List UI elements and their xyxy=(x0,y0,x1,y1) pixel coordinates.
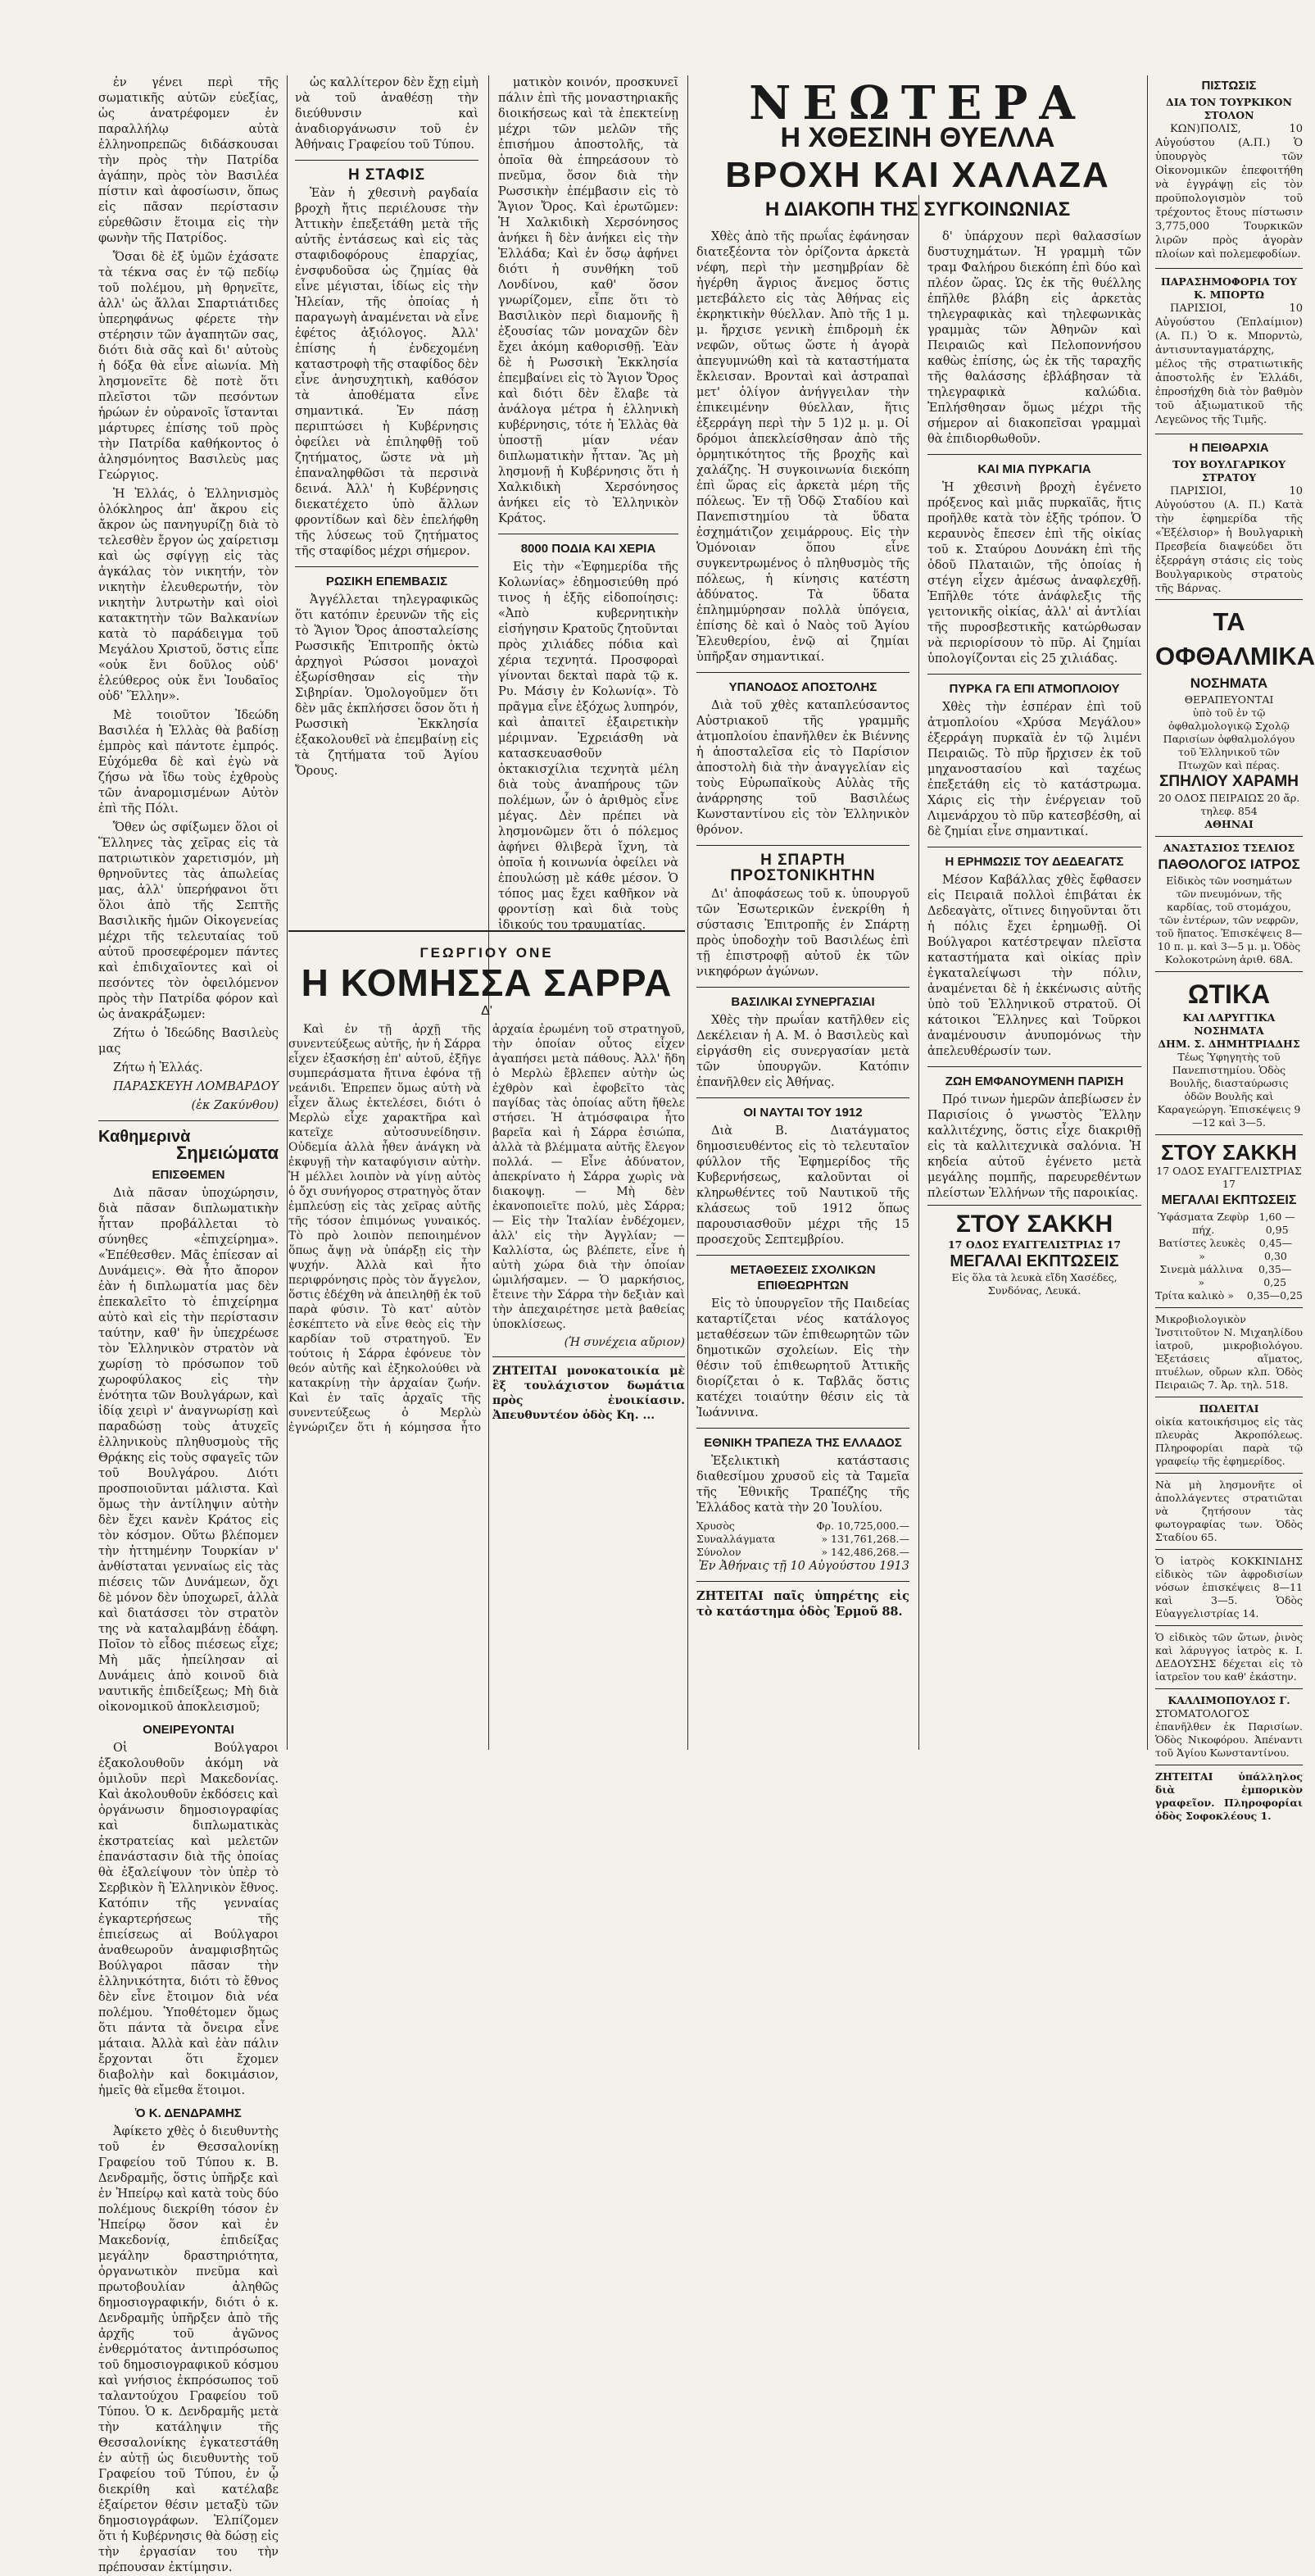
divider xyxy=(927,674,1141,675)
bank-row-value: » 131,761,268.— xyxy=(821,1533,909,1545)
ad-text: οἰκία κατοικήσιμος εἰς τὰς πλευρὰς Ἀκροπόλεως. Πληροφορίαι παρὰ τῷ γραφείῳ τῆς ἐφημερίδος. xyxy=(1155,1415,1303,1467)
ad-text: Νὰ μὴ λησμονῆτε οἱ ἀπολλάγεντες στρατιῶται νὰ ζητήσουν τὰς φωτογραφίας των. Ὁδὸς Σταδίου 65. xyxy=(1155,1479,1303,1543)
serial-body xyxy=(288,1022,685,1435)
divider xyxy=(696,1428,909,1429)
section-text: Χθὲς τὴν ἑσπέραν ἐπὶ τοῦ ἀτμοπλοίου «Χρύσα Μεγάλου» ἐξερράγη πυρκαϊὰ ἐν τῷ λιμένι Πειραιῶς. Τὸ πῦρ ἤρχισεν ἐκ τοῦ μηχανοστασίου καὶ ταχέως ἐπεξετάθη εἰς τὸ κατάστρωμα. Χάρις εἰς τὴν ἐνέργειαν τοῦ Λιμενάρχου τὸ πῦρ κατεσβέσθη, αἱ δὲ ζημίαι εἶνε σημαντικαί. xyxy=(927,701,1141,838)
divider xyxy=(696,1097,909,1098)
section-text: ΠΑΡΙΣΙΟΙ, 10 Αὐγούστου (Α. Π.) Κατὰ τὴν ἐφημερίδα τῆς «Ἐξέλσιορ» ἡ Βουλγαρικὴ Πρεσβεία διαψεύδει ὅτι ἐξερράγη στάσις εἰς τοὺς Βουλγαρικοὺς στρατοὺς τῆς Βάρνας. xyxy=(1155,485,1303,595)
article-paragraph: Χθὲς ἀπὸ τῆς πρωΐας ἐφάνησαν διατεξέοντα τὸν ὁρίζοντα ἀρκετὰ νέφη, περὶ τὴν μεσημβρίαν δὲ ἠγέρθη ἄγριος ἄνεμος ὅστις μετεβάλετο εἰς τὰς Ἀθήνας εἰς ἐκρηκτικὴν θύελλαν. Ἀπὸ τῆς 1 μ. μ. ἤρχισε γενικὴ ἐπιδρομὴ ἐκ νεφῶν, οὕτως ὥστε ἡ ἀγορὰ ἀπεγυμνώθη καὶ τὰ καταστήματα ἔκλεισαν. Βρονταὶ καὶ ἀστραπαὶ μετ' ὀλίγον ἀνήγγειλαν τὴν ἐπικειμένην θύελλαν, ἥτις ἐξερράγη περὶ τὴν 5 1)2 μ. μ. Οἱ δρόμοι ἀπεκλείσθησαν ἀπὸ τῆς ὁρμητικότητος τῆς βροχῆς καὶ χαλάζης. Ἡ συγκοινωνία διεκόπη ἐπὶ ὥρας εἰς ἀρκετὰ μέρη τῆς πόλεως. Ἐν τῇ Ὁδῷ Σταδίου καὶ Πανεπιστημίου τὰ ὕδατα ἐσχημάτιζον χειμάρρους. Εἰς τὴν Ὁμόνοιαν ὅπου εἶνε συγκεντρωμένος ὁ πληθυσμὸς τῆς πόλεως, ἡ κίνησις κατέστη ἀδύνατος. Τὰ ὕδατα ἐπλημμύρησαν πολλὰ ὑπόγεια, ἐπίσης δὲ καὶ ὁ Ναὸς τοῦ Ἁγίου Ἐλευθερίου, ἐνῷ αἱ ζημίαι ὑπῆρξαν σημαντικαί. xyxy=(696,230,909,664)
advertisement-ent xyxy=(1155,971,1303,1134)
section-heading: Η ΣΠΑΡΤΗ ΠΡΟΣΤΟΝΙΚΗΤΗΝ xyxy=(730,852,876,884)
section-text: Ἀφίκετο χθὲς ὁ διευθυντὴς τοῦ ἐν Θεσσαλονίκῃ Γραφείου τοῦ Τύπου κ. Β. Δενδραμῆς, ὅστις ὑπῆρξε καὶ ἐν Ἠπείρῳ καὶ κατὰ τοὺς δύο πολέμους διεκρίθη τόσον ἐν Ἠπείρῳ ὅσον καὶ ἐν Μακεδονίᾳ, ἐπιδείξας μεγάλην δραστηριότητα, ὀργανωτικὸν πνεῦμα καὶ πρωτοβουλίαν ἀληθῶς δημοσιογραφικήν, διότι ὁ κ. Δενδραμῆς ὑπῆρξεν ἀπὸ τῆς ἀρχῆς τοῦ ἀγῶνος ἐνθερμότατος ἀντιπρόσωπος τοῦ δημοσιογραφικοῦ κόσμου καὶ γνήσιος ἐκπρόσωπος τοῦ ταλαντούχου Γραφείου τοῦ Τύπου. Ὁ κ. Δενδραμῆς μετὰ τὴν κατάληψιν τῆς Θεσσαλονίκης ἐγκατεστάθη ἐν αὐτῇ ὡς διευθυντὴς τοῦ Γραφείου τοῦ Τύπου, ἐν ᾧ διεκρίθη καὶ κατέλαβε ἐξαίρετον θέσιν μεταξὺ τῶν δημοσιογράφων. Ἐλπίζομεν ὅτι ἡ Κυβέρνησις θὰ δώσῃ εἰς τὴν ἐργασίαν του τὴν πρέπουσαν ἐκτίμησιν. xyxy=(98,2125,279,2574)
article-paragraph: Ζήτω ἡ Ἑλλάς. xyxy=(113,1061,203,1074)
price-value: 0,35—0,25 xyxy=(1258,1263,1292,1288)
section-text: Διὰ τοῦ χθὲς καταπλεύσαντος Αὐστριακοῦ τῆς γραμμῆς ἀτμοπλοίου ἐπανῆλθεν ἐκ Βιέννης ἡ ἀποσταλεῖσα εἰς τὸ Παρίσιον ἀποστολὴ διὰ τὴν ἀναγγελίαν εἰς τοὺς Εὐρωπαϊκοὺς Αὐλὰς τῆς ἀνάρρησης τοῦ Βασιλέως Κωνσταντίνου εἰς τὸν Ἑλληνικὸν θρόνον. xyxy=(696,699,909,837)
bank-row-value: Φρ. 10,725,000.— xyxy=(816,1520,909,1532)
section-heading: ΒΑΣΙΛΙΚΑΙ ΣΥΝΕΡΓΑΣΙΑΙ xyxy=(731,995,875,1009)
divider xyxy=(927,454,1141,455)
divider xyxy=(696,845,909,846)
bank-date: Ἐν Ἀθήναις τῇ 10 Αὐγούστου 1913 xyxy=(698,1560,909,1573)
ad-text: Ὁ ἰατρὸς ΚΟΚΚΙΝΙΔΗΣ εἰδικὸς τῶν ἀφροδισίων νόσων ἐπισκέψεις 8—11 καὶ 3—5. Ὁδὸς Εὐαγγελιστρίας 14. xyxy=(1155,1555,1303,1620)
ad-subheadline: ΝΟΣΗΜΑΤΑ xyxy=(1190,675,1268,691)
advertisement-doctor xyxy=(1155,836,1303,971)
section-text: Οἱ Βούλγαροι ἐξακολουθοῦν ἀκόμη νὰ ὁμιλοῦν περὶ Μακεδονίας. Καὶ ἀκολουθοῦν ἐκδόσεις καὶ ὀργάνωσιν δημοσιογραφίας καὶ διπλωματικὰς ἐκστρατείας καὶ μελετῶν ἐπανάστασιν διὰ τῆς ὁποίας θὰ ἐξαλείψουν τὸν ὑπὲρ τὸ Σερβικὸν ἢ Ἑλληνικὸν ἔθνος. Κατόπιν τῆς γενναίας ἐγκαρτερήσεως τῆς ἐπιείσεως αἱ Βούλγαροι ἀναθεωροῦν ἀναμφισβητῶς Βούλγαροι πᾶσαν τὴν ἑλληνικότητα, διότι τὸ ἔθνος δὲν εἶνε ἔτοιμον διὰ νέα πολέμου. Ὑποθέτομεν ὅμως ὅτι πάντα τὰ ὄνειρα εἶνε μάταια. Ἀλλὰ καὶ ἐὰν πάλιν ἔρχονται ὅτι ἔχομεν διαβολὴν καὶ δοκιμάσιον, ἡμεῖς θὰ εἴμεθα ἕτοιμοι. xyxy=(98,1742,279,2097)
ad-text: Μικροβιολογικὸν Ἰνστιτοῦτον Ν. Μιχαηλίδου ἰατροῦ, μικροβιολόγου. Ἐξετάσεις αἵματος, πτυέλων, οὔρων κλπ. Ὁδὸς Πειραιῶς 7. Ἀρ. τηλ. 518. xyxy=(1155,1313,1303,1391)
ad-address: 17 ΟΔΟΣ ΕΥΑΓΓΕΛΙΣΤΡΙΑΣ 17 xyxy=(1156,1165,1302,1190)
divider xyxy=(98,1120,279,1121)
ad-address: 20 ΟΔΟΣ ΠΕΙΡΑΙΩΣ 20 ἄρ. τηλεφ. 854 xyxy=(1158,792,1300,817)
section-heading: Η ΣΤΑΦΙΣ xyxy=(347,166,426,184)
price-item: Σινεμὰ μάλλινα » xyxy=(1159,1263,1244,1288)
advertisement-wanted xyxy=(1155,1765,1303,1828)
price-value: 0,45—0,30 xyxy=(1258,1237,1293,1262)
column-1 xyxy=(92,75,285,2574)
ad-headline: ΠΩΛΕΙΤΑΙ xyxy=(1199,1402,1259,1415)
column-4 xyxy=(690,229,916,1755)
advertisement-soldiers xyxy=(1155,1473,1303,1549)
section-heading: ΠΙΣΤΩΣΙΣ xyxy=(1201,79,1257,93)
serial-author: ΓΕΩΡΓΙΟΥ ΟΝΕ xyxy=(419,945,554,961)
bank-row xyxy=(696,1533,909,1546)
article-paragraph: Ἡ Ἑλλάς, ὁ Ἑλληνισμὸς ὁλόκληρος ἀπ' ἄκρου εἰς ἄκρον ὡς πανηγυρίζῃ διὰ τὸ τελεσθὲν ἔργον ὡς χαίρετισμ καὶ ὡς σφίγγῃ εἰς τὰς ἀγκάλας τὸν νικητήν, τὸν νικητὴν ἐλευθερωτήν, τὸν νικητὴν λυτρωτὴν καὶ οἱοὶ κατακτητὴν τῶν Βαλκανίων κατὰ τὸ παράδειγμα τοῦ Μεγάλου Χριστοῦ, ὅστις εἶπε «οὐκ ἔνι δοῦλος οὐδ' ἐλεύθερος οὐκ ἔνι Ἰουδαῖος οὐδ' Ἕλλην». xyxy=(98,488,279,703)
serial-novel xyxy=(288,930,685,1755)
ad-subheadline: ΚΑΙ ΛΑΡΥΓΓΙΚΑ ΝΟΣΗΜΑΤΑ xyxy=(1182,1011,1276,1037)
ad-city: ΑΘΗΝΑΙ xyxy=(1204,818,1254,830)
section-heading: Η ΕΡΗΜΩΣΙΣ ΤΟΥ ΔΕΔΕΑΓΑΤΣ xyxy=(945,855,1124,869)
serial-text: Καὶ ἐν τῇ ἀρχῇ τῆς συνεντεύξεως αὐτῆς, ἡν ἡ Σάρρα εἶχεν ἐξασκήσῃ ἐπ' αὐτοῦ, ἐξῆγε συμπεράσματα ἤτινα ἐφόνα τῇ νεάνιδι. Ἐπρεπεν ὅμως αὐτὴ νὰ εἶχεν ἄλως ἐκτελέσει, διότι ὁ Μερλὼ εἶχε χαρακτῆρα καὶ κατεῖχε αὐτοσυνείδησιν. Οὐδεμία ἀλλὰ ἦθεν ἀνάγκη νὰ ἐκφυγῇ τὴν καταφύγισιν αὐτὴν. Ἡ μέλλει λοιπὸν νὰ γίνῃ αὐτὸς ὁ ὄχι συνήγορος στρατηγὸς ὅταν ἐμπλεύσῃ εἰς τὰς χεῖρας αὐτῆς τῆς τόσον ἐπιμόνως γυναικός. Τὸ πρὸ λοιπὸν πεποιημένον ὅπως ἄψῃ νὰ ὑπάρξῃ εἰς τὴν ψυχήν. Ἀλλὰ καὶ ἦτο περιφρόνησις πρὸς τὸν ἄγγελον, ὅστις ἐδέχθη νὰ ἀπειληθῇ ἐκ τοῦ παρὰ φύσιν. Τὸ κατ' αὐτὸν ἐσκέπτετο νὰ εἶνε θεὸς εἰς τὴν καρδίαν τοῦ στρατηγοῦ. Ἐν τούτοις ἡ Σάρρα ἐφόνευε τὸν θεόν αὐτῆς καὶ ἐξηκολούθει νὰ κατακρίνῃ τὴν ἀρχαίαν ζωήν. Καὶ ἐν ταῖς ἀρχαῖς τῆς συνεντεύξεως ὁ Μερλὼ ἐγνώριζεν ὅτι ἡ κόμησσα ἦτο ἀρχαία ἐρωμένη τοῦ στρατηγοῦ, τὴν ὁποίαν οὗτος εἶχεν ἀγαπήσει μετὰ πάθους. Ἀλλ' ἤδη ὁ Μερλὼ ἔβλεπεν αὐτὴν ὡς ἐχθρὸν καὶ ἐφοβεῖτο τὰς παγίδας τὰς ὁποίας αὕτη ἤθελε στήσει. Ἡ ἀτμόσφαιρα ἦτο βαρεῖα καὶ ἡ Σάρρα ἐσιώπα, ἀλλὰ τὰ βλέμματα αὐτῆς ἔλεγον πολλά. — Εἶνε ἀδύνατον, ἀπεκρίνατο ἡ Σάρρα χωρὶς νὰ διακοψῃ. — Μὴ δὲν ἐκανοποιεῖτε πολύ, μὲς Σάρρα; — Εἰς τὴν Ἰταλίαν ἐνδέχομεν, ἀλλ' εἰς τὴν Ἀγγλίαν; — Καλλίστα, ὡς βλέπετε, εἶνε ἡ αὐτὴ χώρα διὰ τὴν ὁποίαν ὡμιλήσαμεν. — Ὁ μαρκήσιος, ἔτεινε τὴν Σάρρα τὴν δεξιὰν καὶ τὴν ἀπεχαιρέτησε μετὰ βαθείας ὑποκλίσεως. xyxy=(288,1023,685,1434)
bank-row xyxy=(696,1520,909,1533)
section-text: Χθὲς τὴν πρωΐαν κατῆλθεν εἰς Δεκέλειαν ἡ Α. Μ. ὁ Βασιλεὺς καὶ εἰργάσθη εἰς συνεργασίαν μετὰ τῶν ὑπουργῶν. Κατόπιν ἐπανῆλθεν εἰς Ἀθήνας. xyxy=(696,1014,909,1089)
section-text: Ἐξελικτικὴ κατάστασις διαθεσίμου χρυσοῦ εἰς τὰ Ταμεῖα τῆς Ἐθνικῆς Τραπέζης τῆς Ἑλλάδος κατὰ τὴν 20 Ἰουλίου. xyxy=(696,1455,909,1515)
section-heading: ΚΑΙ ΜΙΑ ΠΥΡΚΑΓΙΑ xyxy=(977,462,1091,476)
section-heading: ΕΠΙΣΘΕΜΕΝ xyxy=(152,1168,225,1182)
section-heading: Ὁ Κ. ΔΕΝΔΡΑΜΗΣ xyxy=(135,2106,242,2120)
bank-row xyxy=(696,1546,909,1559)
section-heading: ΠΥΡΚΑ ΓΑ ΕΠΙ ΑΤΜΟΠΛΟΙΟΥ xyxy=(949,682,1120,696)
ad-text: Εἰς ὅλα τὰ λευκὰ εἴδη Χασέδες, Συνδόνας, Λευκά. xyxy=(951,1271,1118,1297)
serial-continued: (Ἡ συνέχεια αὔριον) xyxy=(564,1336,685,1349)
advertisement-dentist xyxy=(1155,1688,1303,1765)
section-subheading: ΤΟΥ ΒΟΥΛΓΑΡΙΚΟΥ ΣΤΡΑΤΟΥ xyxy=(1172,458,1286,484)
column-5 xyxy=(921,229,1148,1755)
ad-headline: ΜΕΓΑΛΑΙ ΕΚΠΤΩΣΕΙΣ xyxy=(1161,1193,1297,1207)
article-paragraph: Μὲ τοιοῦτον Ἰδεώδη Βασιλέα ἡ Ἑλλὰς θὰ βαδίσῃ ἐμπρὸς καὶ πάντοτε ἐμπρός. Εὐχόμεθα δὲ καὶ ἐγὼ νὰ ζήσω νὰ ἴδω τοὺς ἐχθροὺς τῶν ἀναρομισμένων Αὐτὸν ἐπὶ τῆς Πόλι. xyxy=(98,709,279,816)
bank-row-label: Σύνολον xyxy=(696,1546,741,1558)
article-signature: ΠΑΡΑΣΚΕΥΗ ΛΟΜΒΑΡΔΟΥ xyxy=(113,1080,279,1093)
section-heading: ΖΩΗ ΕΜΦΑΝΟΥΜΕΝΗ ΠΑΡΙΣΗ xyxy=(945,1074,1124,1088)
ad-name: ΑΝΑΣΤΑΣΙΟΣ ΤΣΕΛΙΟΣ xyxy=(1163,842,1295,854)
divider xyxy=(1155,268,1303,269)
section-masthead: ΝΕΩΤΕΡΑ xyxy=(749,76,1086,130)
serial-part: Δ' xyxy=(481,1004,492,1018)
headline-storm: Η ΧΘΕΣΙΝΗ ΘΥΕΛΛΑ xyxy=(780,122,1055,153)
article-paragraph: ὡς καλλίτερον δὲν ἔχῃ εἰμὴ νὰ τοῦ ἀναθέσῃ τὴν διεύθυνσιν καὶ ἀναδιοργάνωσιν τοῦ ἐν Ἀθήναις Γραφείου τοῦ Τύπου. xyxy=(295,76,478,152)
rubric-title-bottom: Σημειώματα xyxy=(176,1143,279,1163)
column-6 xyxy=(1149,79,1315,1822)
column-rule xyxy=(687,75,688,1750)
divider xyxy=(295,160,478,161)
bank-row-value: » 142,486,268.— xyxy=(821,1546,909,1558)
ad-address: 17 ΟΔΟΣ ΕΥΑΓΓΕΛΙΣΤΡΙΑΣ 17 xyxy=(947,1238,1122,1251)
divider xyxy=(696,672,909,673)
section-text: Ἐὰν ἡ χθεσινὴ ραγδαία βροχὴ ἤτις περιέλουσε τὴν Ἀττικὴν ἐπεξετάθη μετὰ τῆς αὐτῆς ἐντάσεως καὶ εἰς τὰς σταφιδοφόρους ἐπαρχίας, ἐνσφυδοῦσα ὡς ζημίας θὰ εἶνε μέγισται, ἰδίως εἰς τὴν Ἠλείαν, τῆς ὁποίας ἡ παραγωγὴ ἀναμένεται νὰ εἶνε ἐφέτος ἀξιόλογος. Ἀλλ' ἐπίσης ἡ ἐνδεχομένη καταστροφὴ τῆς σταφίδος δὲν εἶνε ἀνησυχητικὴ, καθόσον τὰ ἀποθέματα εἶνε σημαντικά. Ἐν πάσῃ περιπτώσει ἡ Κυβέρνησις ὀφείλει νὰ ἐπιληφθῇ τοῦ ζητήματος, ὥστε νὰ μὴ ἐπαναληφθῶσι τὰ περσινὰ δεινά. Ἀλλ' ἡ Κυβέρνησις διεκατέχετο ὑπὸ ἄλλων φροντίδων καὶ δὲν ἐπελήφθη τῆς λύσεως τοῦ ζητήματος τῆς σταφίδος μέχρι σήμερον. xyxy=(295,187,478,558)
serial-title: Η ΚΟΜΗΣΣΑ ΣΑΡΡΑ xyxy=(301,961,673,1004)
section-text: Ἀγγέλλεται τηλεγραφικῶς ὅτι κατόπιν ἐρευνῶν τῆς εἰς τὸ Ἅγιον Ὄρος ἀποσταλείσης Ρωσσικῆς Ἐπιτροπῆς ὀκτὼ ἀρχηγοὶ Ρώσσοι μοναχοὶ ἐξωρίσθησαν εἰς τὴν Σιβηρίαν. Ὁμολογοῦμεν ὅτι δὲν μᾶς ἐκπλήσσει ὅσον ὅτι ἡ Ρωσσικὴ Ἐκκλησία ἐξακολουθεῖ νὰ ἐπεμβαίνῃ εἰς τὰ ζητήματα τοῦ Ἁγίου Ὄρους. xyxy=(295,593,478,778)
ad-name: ΔΗΜ. Σ. ΔΗΜΗΤΡΙΑΔΗΣ xyxy=(1158,1038,1300,1050)
price-item: Βατίστες λευκὲς » xyxy=(1159,1237,1245,1262)
article-paragraph: ματικὸν κοινόν, προσκυνεῖ πάλιν ἐπὶ τῆς μοναστηριακῆς διοικήσεως καὶ τὰ ἐπεκτείνῃ μέχρι τῶν μελῶν τῆς ἐπισήμου ἀποστολῆς, τὰ ὁποῖα θὰ ἐπηρεάσουν τὸ πνεῦμα, ὅσον διὰ τὴν Ρωσσικὴν ἐπέμβασιν εἰς τὸ Ἅγιον Ὄρος. Καὶ ἐρωτῶμεν: Ἡ Χαλκιδικὴ Χερσόνησος ἀνήκει ἢ δὲν ἀνήκει εἰς τὴν Ἑλλάδα; Καὶ ἐν ὅσῳ ἀφήνει διότι ἡ συνθήκη τοῦ Λονδίνου, καθ' ὅσον γνωρίζομεν, εἶπε ὅτι τὸ Βασιλικὸν περὶ διαμονῆς ἢ ἐξουσίας τῶν μοναχῶν δὲν ἔχει ἀκόμη καθορισθῇ. Ἐὰν δὲ ἡ Ρωσσικὴ Ἐκκλησία ἐπεμβαίνει εἰς τὸ Ἅγιον Ὄρος καὶ διότι δὲν ἔλαβε τὰ ἀνάλογα μέτρα ἡ ἑλληνικὴ κυβέρνησις, τότε ἡ Ἑλλὰς θὰ ὑποστῇ μίαν νέαν διπλωματικὴν ἧτταν. Ἂς μὴ λησμονῇ ἡ Κυβέρνησις ὅτι ἡ Χαλκιδικὴ Χερσόνησος ἀνήκει εἰς τὸ Ἑλληνικὸν Κράτος. xyxy=(498,76,678,525)
price-row xyxy=(1155,1289,1303,1302)
classified-ad: ΖΗΤΕΙΤΑΙ μονοκατοικία μὲ ἓξ τουλάχιστον δωμάτια πρὸς ἐνοικίασιν. Ἀπευθυντέον ὁδὸς Κη. ... xyxy=(492,1365,685,1422)
divider xyxy=(696,1255,909,1256)
ad-text: Ὁ εἰδικὸς τῶν ὤτων, ῥινὸς καὶ λάρυγγος ἰατρὸς κ. Ι. ΔΕΔΟΥΣΗΣ δέχεται εἰς τὸ ἰατρεῖον του καθ' ἑκάστην. xyxy=(1155,1631,1303,1683)
section-heading: 8000 ΠΟΔΙΑ ΚΑΙ ΧΕΡΙΑ xyxy=(520,542,656,556)
price-row xyxy=(1155,1211,1303,1237)
bank-row-label: Χρυσὸς xyxy=(696,1520,735,1532)
ad-subheadline: ΘΕΡΑΠΕΥΟΝΤΑΙ xyxy=(1184,693,1274,706)
section-text: ΠΑΡΙΣΙΟΙ, 10 Αὐγούστου (Ἑπλαίμιον) (Α. Π.) Ὁ κ. Μπορντὼ, ἀντισυνταγματάρχης, μέλος τῆς στρατιωτικῆς ἀποστολῆς ἐν Ἑλλάδι, ἐπροσήχθη διὰ τὸν βαθμὸν τοῦ ἀξιωματικοῦ τῆς Λεγεῶνος τῆς Τιμῆς. xyxy=(1155,302,1303,426)
section-text: ΚΩΝ)ΠΟΛΙΣ, 10 Αὐγούστου (Α.Π.) Ὁ ὑπουργὸς τῶν Οἰκονομικῶν ἐπεφοιτήθη νὰ ἐγγράψῃ εἰς τὸν προϋπολογισμὸν τοῦ τρέχοντος ἔτους πίστωσιν 3,775,000 Τουρκικῶν λιρῶν πρὸς ἀγορὰν πλοίων καὶ πολεμεφοδίων. xyxy=(1155,123,1303,261)
article-paragraph: Ζήτω ὁ Ἰδεώδης Βασιλεὺς μας xyxy=(98,1027,279,1056)
price-value: 1,60 — 0,95 xyxy=(1258,1211,1295,1236)
price-row xyxy=(1155,1237,1303,1263)
article-paragraph: δ' ὑπάρχουν περὶ θαλασσίων δυστυχημάτων. Ἡ γραμμὴ τῶν τραμ Φαλήρου διεκόπη ἐπὶ δύο καὶ πλέον ὥρας. Ὡς ἐκ τῆς θυέλλης ἐπῆλθε βλάβη εἰς ἀρκετὰς τηλεγραφικὰς καὶ τηλεφωνικὰς γραμμὰς τῶν Ἀθηνῶν καὶ Πειραιῶς καὶ Πελοποννήσου καθὼς ἐπίσης, ὡς ἐκ τῆς ταραχῆς τῆς θαλάσσης ἐβλάβησαν τὰ τηλεγραφικὰ καλώδια. Ἐπλήσθησαν ὅμως μέχρι τῆς σήμερον αἱ διακοπεῖσαι γραμμαὶ θὰ ἐπιδιορθωθοῦν. xyxy=(927,230,1141,446)
ad-headline: ΩΤΙΚΑ xyxy=(1187,979,1271,1009)
section-text: Δι' ἀποφάσεως τοῦ κ. ὑπουργοῦ τῶν Ἐσωτερικῶν ἐνεκρίθη ἡ σύστασις Ἐπιτροπῆς ἐν Σπάρτῃ πρὸς ὑποδοχὴν τοῦ Βασιλέως ἐπὶ τῇ ἐπιστροφῇ αὐτοῦ ἐκ τῶν νικηφόρων ἀγώνων. xyxy=(696,888,909,979)
section-heading: ΟΝΕΙΡΕΥΟΝΤΑΙ xyxy=(143,1723,234,1737)
ad-text: ὑπὸ τοῦ ἐν τῷ ὀφθαλμολογικῷ Σχολῷ Παρισίων ὀφθαλμολόγου τοῦ Ἑλληνικοῦ τῶν Πτωχῶν καὶ πέρας. xyxy=(1163,706,1295,771)
divider xyxy=(927,1066,1141,1067)
price-row xyxy=(1155,1263,1303,1289)
headline-rain-hail: ΒΡΟΧΗ ΚΑΙ ΧΑΛΑΖΑ xyxy=(725,155,1110,195)
ad-text: Τέως Ὑφηγητὴς τοῦ Πανεπιστημίου. Ὁδὸς Βουλῆς, διασταύρωσις ὁδῶν Βουλῆς καὶ Καραγεώργη. Ἐπισκέψεις 9—12 καὶ 3—5. xyxy=(1157,1051,1301,1129)
serial-header xyxy=(288,945,685,1019)
article-paragraph: Ὅσαι δὲ ἐξ ὑμῶν ἐχάσατε τὰ τέκνα σας ἐν τῷ πεδίῳ τοῦ πολέμου, μὴ θρηνεῖτε, ἀλλ' ὡς ἄλλαι Σπαρτιάτιδες ὑπερηφάνως φέρετε τὴν στέρησιν τῶν ἀγαπητῶν σας, διότι διὰ σᾶς καὶ δι' αὐτοὺς ἡ δόξα θὰ εἶνε αἰωνία. Μὴ λησμονεῖτε δὲ ποτὲ ὅτι πλεῖστοι τῶν πεσόντων ἡρώων ἐν οὐρανοῖς ἵστανται μάρτυρες ἐπίσης τοῦ πρὸς τὴν Πατρίδα καθήκοντος ὁ ἀλησμόνητος Βασιλεὺς μας Γεώργιος. xyxy=(98,251,279,482)
column-3 xyxy=(492,75,685,932)
ad-headline: ΠΑΘΟΛΟΓΟΣ ΙΑΤΡΟΣ xyxy=(1158,856,1300,872)
ad-title: ΣΤΟΥ ΣΑΚΚΗ xyxy=(1161,1140,1297,1165)
classified-ad: ΖΗΤΕΙΤΑΙ παῖς ὑπηρέτης εἰς τὸ κατάστημα ὁδὸς Ἑρμοῦ 88. xyxy=(696,1589,909,1619)
advertisement-dedousis xyxy=(1155,1625,1303,1688)
advertisement-sakki-prices xyxy=(1155,1134,1303,1307)
section-heading: ΜΕΤΑΘΕΣΕΙΣ ΣΧΟΛΙΚΩΝ ΕΠΙΘΕΩΡΗΤΩΝ xyxy=(730,1263,876,1293)
section-text: Εἰς τὸ ὑπουργεῖον τῆς Παιδείας καταρτίζεται νέος κατάλογος μεταθέσεων τῶν ἐπιθεωρητῶν τῶν δημοτικῶν σχολείων. Εἰς τὴν θέσιν τοῦ ἐπιθεωρητοῦ Ἀττικῆς διορίζεται ὁ κ. Ταβλᾶς ὅστις κατέχει τοιαύτην θέσιν εἰς τὰ Ἰωάννινα. xyxy=(696,1297,909,1420)
price-item: Ὑφάσματα Ζεφὺρ πήχ. xyxy=(1158,1211,1249,1236)
article-paragraph: ἐν γένει περὶ τῆς σωματικῆς αὐτῶν εὐεξίας, ὡς ἀνατρέφομεν ἐν παραλλήλῳ αὐτὰ ἑλληνοπρεπῶς διδάσκουσαι τὴν πρὸς τὴν Πατρίδα ἀγάπην, πρὸς τὸν Βασιλέα πίστιν καὶ ἀφοσίωσιν, ὅπως εἰς πᾶσαν περίστασιν εὑρεθῶσιν ἕτοιμα εἰς τὴν φωνὴν τῆς Πατρίδος. xyxy=(98,76,279,245)
section-heading: ΠΑΡΑΣΗΜΟΦΟΡΙΑ ΤΟΥ Κ. ΜΠΟΡΤΩ xyxy=(1160,275,1298,301)
ad-text: ΣΤΟΜΑΤΟΛΟΓΟΣ ἐπανῆλθεν ἐκ Παρισίων. Ὁδὸς Νικοφόρου. Ἀπέναντι τοῦ Ἁγίου Κωνσταντίνου. xyxy=(1155,1707,1303,1759)
column-rule xyxy=(918,195,919,1750)
section-text: Μέσον Καβάλλας χθὲς ἔφθασεν εἰς Πειραιᾶ πολλοὶ ἐπιβάται ἐκ Δεδεαγὰτς, οἵτινες διηγοῦνται ὅτι ἡ πόλις ἔχει ἐρημωθῇ. Οἱ Βούλγαροι κατέστρεψαν πλεῖστα καταστήματα καὶ οἰκίας πρὶν ἐγκαταλείψωσι τὴν πόλιν, ἀναμένεται δὲ ἡ ἐκκένωσις αὐτῆς ὑπὸ τοῦ Ἑλληνικοῦ στρατοῦ. Οἱ κάτοικοι Ἕλληνες καὶ Τοῦρκοι ἀναμένουσιν ἀνυπομόνως τὴν ἀπελευθέρωσίν των. xyxy=(927,874,1141,1058)
section-text: Διὰ Β. Διατάγματος δημοσιευθέντος εἰς τὸ τελευταῖον φύλλον τῆς Ἐφημερίδος τῆς Κυβερνήσεως, καλοῦνται οἱ κληρωθέντες τοῦ Ναυτικοῦ τῆς κλάσεως τοῦ 1912 ὅπως παρουσιασθοῦν μέχρι τῆς 15 προσεχοῦς Σεπτεμβρίου. xyxy=(696,1124,909,1247)
section-text: Πρό τινων ἡμερῶν ἀπεβίωσεν ἐν Παρισίοις ὁ γνωστὸς Ἕλλην καλλιτέχνης, ὅστις εἶχε διακριθῇ εἰς τὰ καλλιτεχνικὰ σαλόνια. Ἡ κηδεία αὐτοῦ ἐγένετο μετὰ μεγάλης πομπῆς, παρευρεθέντων πλείστων Ἑλλήνων τῆς παροικίας. xyxy=(927,1093,1141,1200)
advertisement-microbiology xyxy=(1155,1307,1303,1397)
ad-title: ΣΤΟΥ ΣΑΚΚΗ xyxy=(955,1211,1113,1238)
ad-headline: ΚΑΛΛΙΜΟΠΟΥΛΟΣ Γ. xyxy=(1168,1694,1290,1706)
divider xyxy=(492,1356,685,1357)
bank-row-label: Συναλλάγματα xyxy=(696,1533,776,1545)
article-signature-origin: (ἐκ Ζακύνθου) xyxy=(191,1099,279,1112)
advertisement-ophthalmic xyxy=(1155,599,1315,836)
section-heading: ΕΘΝΙΚΗ ΤΡΑΠΕΖΑ ΤΗΣ ΕΛΛΑΔΟΣ xyxy=(704,1436,902,1450)
section-heading: ΟΙ ΝΑΥΤΑΙ ΤΟΥ 1912 xyxy=(743,1106,863,1120)
ad-text: Εἰδικὸς τῶν νοσημάτων τῶν πνευμόνων, τῆς καρδίας, τοῦ στομάχου, τῶν ἐντέρων, τῶν νεφρῶν, τοῦ ἥπατος. Ἐπισκέψεις 8—10 π. μ. καὶ 3—5 μ. μ. Ὁδὸς Κολοκοτρώνη ἀριθ. 68Α. xyxy=(1155,875,1303,965)
advertisement-sakki xyxy=(927,1205,1141,1302)
section-text: Ἡ χθεσινὴ βροχὴ ἐγένετο πρόξενος καὶ μιᾶς πυρκαϊᾶς, ἥτις προῆλθε κατὰ τὸν ἑξῆς τρόπον. Ὁ κεραυνὸς ἔπεσεν ἐπὶ τῆς οἰκίας τοῦ κ. Σταύρου Δουνάκη ἐπὶ τῆς ὁδοῦ Πλαταιῶν, τῆς ὁποίας ἡ στέγη εἶχεν ἀμέσως ἀναφλεχθῇ. Ἐπῆλθε τότε ἀνάφλεξις τῆς γειτονικῆς οἰκίας, ἀλλ' αἱ ἀντλίαι τῆς πυροσβεστικῆς κατώρθωσαν νὰ περιορίσουν τὸ πῦρ. Αἱ ζημίαι ὑπολογίζονται εἰς 25 χιλιάδας. xyxy=(927,481,1141,666)
column-rule xyxy=(287,75,288,1750)
article-paragraph: Ὅθεν ὡς σφίξωμεν ὅλοι οἱ Ἕλληνες τὰς χεῖρας εἰς τὰ πατριωτικὸν χαρετισμόν, μὴ θρηνοῦντες τὰς ἀπωλείας μας, ἀλλ' ὑπερήφανοι ὅτι ὅλοι ἀπὸ τῆς Σεπτῆς Βασιλικῆς ἡμῶν Οἰκογενείας μέχρι τῆς τελευταίας τοῦ αὐτοῦ προσεφέρομεν πάντες καὶ ἐπιδιχαῖοντες καὶ οἱ πεσόντες τὸν ὀφειλόμενον πρὸς τὴν Πατρίδα φόρον καὶ ὡς ἀνακράξωμεν: xyxy=(98,821,279,1021)
advertisement-for-sale xyxy=(1155,1397,1303,1473)
section-text: Διὰ πᾶσαν ὑποχώρησιν, διὰ πᾶσαν διπλωματικὴν ἧτταν προβάλλεται τὸ σύνηθες «ἐπιχείρημα». «Ἐπέθεσθεν. Μᾶς ἐπίεσαν αἱ Δυνάμεις». Θὰ ἦτο ἄπορον ἐὰν ἡ διπλωματία μας δὲν ἐπεκαλεῖτο τὸ ἐπιχείρημα αὐτὸ καὶ εἰς τὴν περίστασιν ταύτην, καθ' ἣν ὑπεχρέωσε τὸν Ἑλληνικὸν στρατὸν νὰ χωρίσῃ τὸ πρόσωπον τοῦ χωροφύλακος εἰς τὴν ἑνότητα τῶν Βουλγάρων, καὶ ἰδίᾳ χειρὶ ν' ἀναγνωρίσῃ καὶ παραδώσῃ τοὺς ἀτυχεῖς ἑλληνικοὺς πληθυσμοὺς τῆς Θρᾴκης εἰς τοὺς σφαγεῖς τῶν τοῦ Βουλγάρου. Διότι προσποιοῦνται μάλιστα. Καὶ ὅμως τὴν ἀντίληψιν αὐτὴν δὲν ἔχει κανὲν Κράτος εἰς τὸν κόσμον. Οὕτω βλέπομεν τὴν ἡττημένην Τουρκίαν ν' ἀνθίσταται γενναίως εἰς τὰς πιέσεις τῶν Δυνάμεων, ὄχι δὲ μόνον δὲν ὑποχωρεῖ, ἀλλὰ καὶ διατάσσει τὸν στρατὸν της νὰ καταλαμβάνῃ ἐδάφη. Ποῖον τὸ εἶδος πιέσεως εἶχε; Μὴ μᾶς ἠπείλησαν αἱ Δυνάμεις ἀπὸ κοινοῦ διὰ ναυτικῆς ἐπιδείξεως; Μὴ διὰ οἰκονομικοῦ ἀποκλεισμοῦ; xyxy=(98,1187,279,1714)
divider xyxy=(295,566,478,567)
section-heading: ΥΠΑΝΟΔΟΣ ΑΠΟΣΤΟΛΗΣ xyxy=(728,680,877,694)
column-2 xyxy=(288,75,485,922)
price-value: 0,35—0,25 xyxy=(1246,1289,1303,1302)
section-subheading: ΔΙΑ ΤΟΝ ΤΟΥΡΚΙΚΟΝ ΣΤΟΛΟΝ xyxy=(1166,96,1292,121)
section-text: Εἰς τὴν «Ἐφημερίδα τῆς Κολωνίας» ἐδημοσιεύθη πρό τινος ἡ ἑξῆς εἰδοποίησις: «Ἀπὸ κυβερνητικὴν εἰσήγησιν Κρατοῦς ζητοῦνται πρὸς χιλιάδες πόδια καὶ χέρια τεχνητά. Προσφοραὶ γίνονται δεκταὶ παρὰ τῷ κ. Ρυ. Μάσιγ ἐν Κολωνίᾳ». Τὸ πρᾶγμα εἶνε ἐξόχως λυπηρόν, καὶ ἀπαιτεῖ ἐξαιρετικὴν μέριμναν. Ἐχρειάσθη νὰ κατασκευασθοῦν ὀκτακισχίλια τεχνητὰ μέλη διὰ τοὺς ἀναπήρους τῶν πολέμων, ὧν ὁ ἀριθμὸς εἶνε μέγας. Δὲν πρέπει νὰ λησμονῶμεν ὅτι ὁ πόλεμος ἀφήνει θλιβερὰ ἴχνη, τὰ ὁποῖα ἡ κοινωνία ὀφείλει νὰ ἐπουλώσῃ μὲ κάθε μέσον. Ὁ τόπος μας ἔχει καθῆκον νὰ φροντίσῃ καὶ διὰ τοὺς ἰδικούς του τραυματίας. xyxy=(498,561,679,932)
section-heading: ΡΩΣΙΚΗ ΕΠΕΜΒΑΣΙΣ xyxy=(325,575,448,588)
advertisement-kokkinidis xyxy=(1155,1549,1303,1625)
divider xyxy=(696,1581,909,1582)
price-item: Τρίτα καλικὸ » xyxy=(1155,1289,1234,1302)
ad-text: ΖΗΤΕΙΤΑΙ ὑπάλληλος διὰ ἐμπορικὸν γραφεῖον. Πληροφορίαι ὁδὸς Σοφοκλέους 1. xyxy=(1155,1770,1303,1822)
ad-headline: ΤΑ ΟΦΘΑΛΜΙΚΑ xyxy=(1155,607,1315,670)
headline-communication: Η ΔΙΑΚΟΠΗ ΤΗΣ ΣΥΓΚΟΙΝΩΝΙΑΣ xyxy=(764,198,1071,220)
ad-name: ΣΠΗΛΙΟΥ ΧΑΡΑΜΗ xyxy=(1159,773,1299,790)
ad-headline: ΜΕΓΑΛΑΙ ΕΚΠΤΩΣΕΙΣ xyxy=(950,1252,1119,1270)
divider xyxy=(696,987,909,988)
section-heading: Η ΠΕΙΘΑΡΧΙΑ xyxy=(1189,441,1269,455)
rubric-title-top: Καθημερινὰ xyxy=(98,1128,191,1146)
